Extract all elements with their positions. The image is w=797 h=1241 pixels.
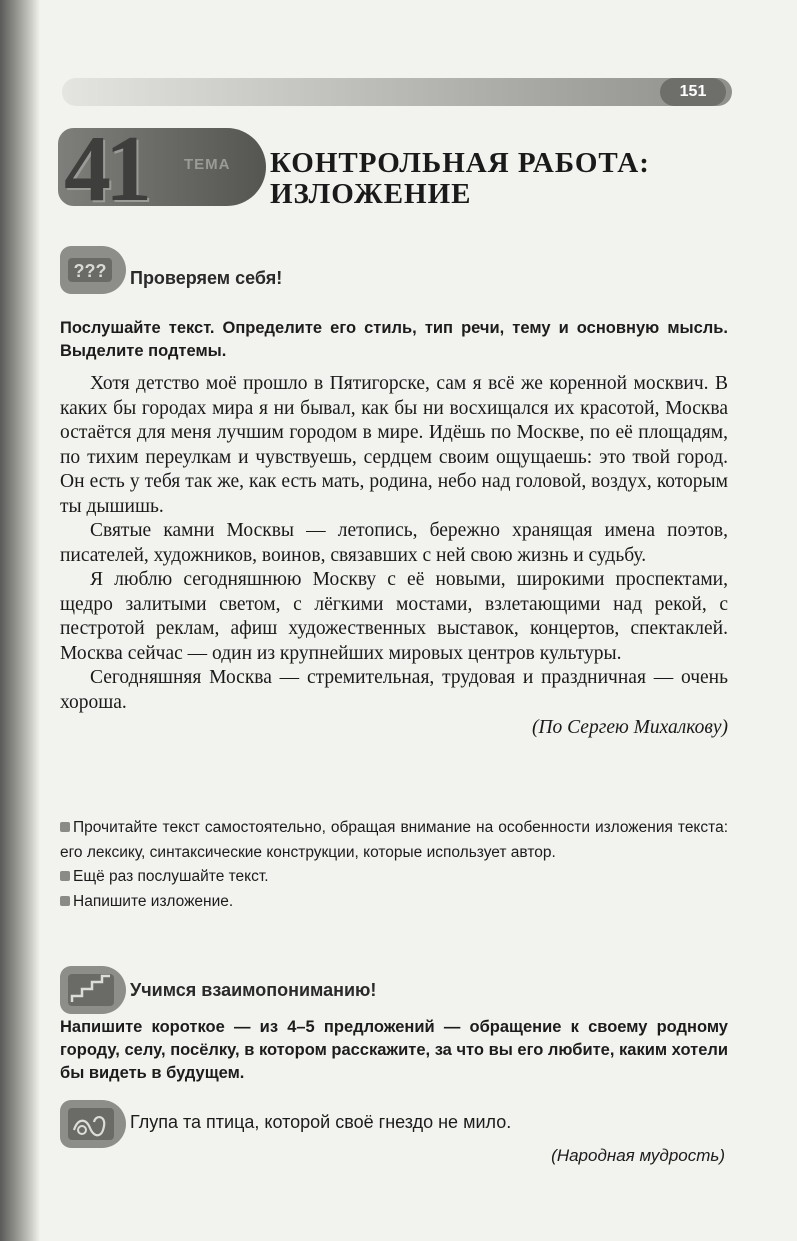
- proverb-text: Глупа та птица, которой своё гнездо не мило.: [130, 1112, 512, 1132]
- book-spine-shadow: [0, 0, 40, 1241]
- paragraph-4: Сегодняшняя Москва — стремительная, трудовая и праздничная — очень хороша.: [60, 667, 728, 713]
- task-understanding: Напишите короткое — из 4–5 предложений — обращение к своему родному городу, селу, посёлку, в котором расскажите, за что вы его любите, каким хотели бы видеть в будущем.: [60, 1018, 728, 1082]
- instruction-text-3: Напишите изложение.: [73, 892, 234, 910]
- square-bullet-icon: [60, 871, 70, 881]
- theme-badge: [58, 128, 266, 206]
- instruction-item: [60, 816, 728, 865]
- paragraph-3: Я люблю сегодняшнюю Москву с её новыми, широкими проспектами, щедро залитыми светом, с лёгкими мостами, взлетающими над рекой, с пестротой реклам, афиш художественных выставок, концертов, спектаклей. Москва сейчас — один из крупнейших мировых центров культуры.: [60, 569, 728, 664]
- section-heading-check: Проверяем себя!: [130, 268, 283, 288]
- instruction-item: [60, 890, 728, 915]
- task-check: Послушайте текст. Определите его стиль, тип речи, тему и основную мысль. Выделите подтемы.: [60, 319, 728, 360]
- instruction-text-1: Прочитайте текст самостоятельно, обращая внимание на особенности изложения текста: его лексику, синтаксические конструкции, которые использует автор.: [60, 819, 728, 861]
- theme-label: ТЕМА: [184, 156, 231, 173]
- proverb-source: (Народная мудрость): [551, 1146, 725, 1165]
- theme-title-line2: ИЗЛОЖЕНИЕ: [270, 178, 472, 210]
- svg-text:???: ???: [73, 261, 107, 281]
- paragraph-1: Хотя детство моё прошло в Пятигорске, сам я всё же коренной москвич. В каких бы городах мира я ни бывал, как бы ни восхищался их красотой, Москва остаётся для меня лучшим городом в мире. Идёшь по Москве, по её площадям, по тихим переулкам и чувствуешь, сердцем своим ощущаешь: это твой город. Он есть у тебя так же, как есть мать, родина, небо над головой, воздух, которым ты дышишь.: [60, 373, 728, 517]
- text-attribution: (По Сергею Михалкову): [531, 717, 728, 738]
- page-header-strip: [62, 78, 732, 106]
- instructions-list: [60, 816, 728, 914]
- main-text: [60, 372, 728, 741]
- paragraph-2: Святые камни Москвы — летопись, бережно хранящая имена поэтов, писателей, художников, воинов, связавших с ней свою жизнь и судьбу.: [60, 520, 728, 566]
- theme-title: [270, 148, 650, 210]
- instruction-text-2: Ещё раз послушайте текст.: [73, 868, 269, 885]
- question-marks-icon: [60, 246, 126, 294]
- stairs-icon: [60, 966, 126, 1014]
- ornament-icon: [60, 1100, 126, 1148]
- instruction-item: [60, 865, 728, 890]
- square-bullet-icon: [60, 822, 70, 832]
- square-bullet-icon: [60, 896, 70, 906]
- section-heading-understanding: Учимся взаимопониманию!: [130, 980, 377, 1000]
- theme-number: 41: [64, 128, 146, 206]
- theme-title-line1: КОНТРОЛЬНАЯ РАБОТА:: [270, 147, 650, 179]
- page-number: 151: [660, 78, 726, 106]
